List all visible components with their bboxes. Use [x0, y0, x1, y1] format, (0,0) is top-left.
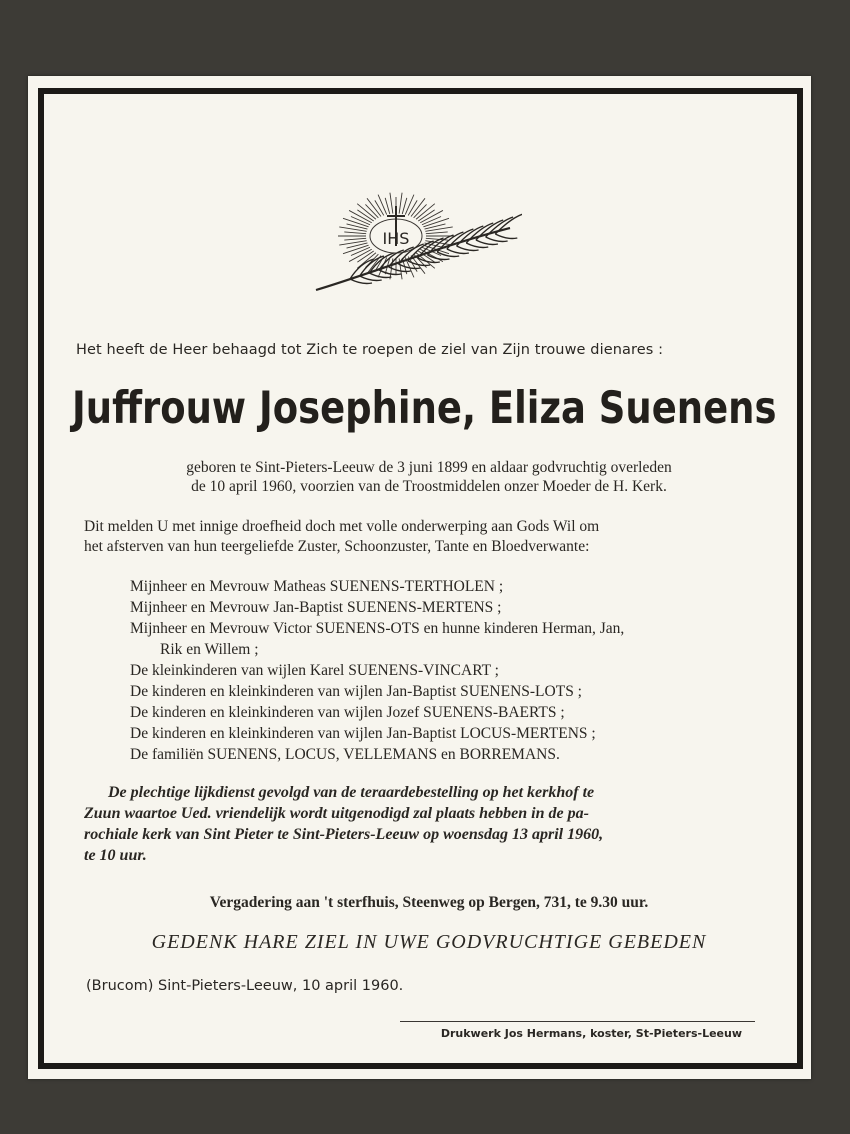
birth-death-details [76, 458, 782, 496]
announcement [84, 517, 790, 557]
memorial-card [28, 76, 811, 1079]
family-entry: Mijnheer en Mevrouw Matheas SUENENS-TERTHOLEN ; [130, 578, 504, 595]
born-line-1: geboren te Sint-Pieters-Leeuw de 3 juni 1899 en aldaar godvruchtig overleden [186, 459, 672, 476]
deceased-name: Juffrouw Josephine, Eliza Suenens [72, 382, 777, 434]
printer-credit: Drukwerk Jos Hermans, koster, St-Pieters-Leeuw [440, 1027, 742, 1040]
service-line-4: te 10 uur. [84, 847, 147, 864]
family-entry: De kinderen en kleinkinderen van wijlen Jozef SUENENS-BAERTS ; [130, 704, 565, 721]
born-line-2: de 10 april 1960, voorzien van de Troostmiddelen onzer Moeder de H. Kerk. [191, 478, 667, 495]
family-entry: Mijnheer en Mevrouw Jan-Baptist SUENENS-MERTENS ; [130, 599, 502, 616]
ihs-monogram: IHS [382, 229, 410, 248]
family-entry: Rik en Willem ; [160, 641, 259, 658]
service-line-2: Zuun waartoe Ued. vriendelijk wordt uitgenodigd zal plaats hebben in de pa- [84, 805, 589, 822]
announce-line-1: Dit melden U met innige droefheid doch met volle onderwerping aan Gods Wil om [84, 518, 600, 535]
printer-divider [400, 1021, 755, 1022]
place-and-date: (Brucom) Sint-Pieters-Leeuw, 10 april 1960. [86, 978, 404, 994]
family-entry: De kleinkinderen van wijlen Karel SUENENS-VINCART ; [130, 662, 499, 679]
family-entry: Mijnheer en Mevrouw Victor SUENENS-OTS en hunne kinderen Herman, Jan, [130, 620, 625, 637]
announce-line-2: het afsterven van hun teergeliefde Zuster, Schoonzuster, Tante en Bloedverwante: [84, 538, 590, 555]
gathering-notice: Vergadering aan 't sterfhuis, Steenweg op Bergen, 731, te 9.30 uur. [209, 894, 649, 911]
prayer-request: GEDENK HARE ZIEL IN UWE GODVRUCHTIGE GEBEDEN [151, 931, 707, 953]
service-line-3: rochiale kerk van Sint Pieter te Sint-Pieters-Leeuw op woensdag 13 april 1960, [84, 826, 604, 843]
family-entry: De kinderen en kleinkinderen van wijlen Jan-Baptist LOCUS-MERTENS ; [130, 725, 596, 742]
family-entry: De kinderen en kleinkinderen van wijlen Jan-Baptist SUENENS-LOTS ; [130, 683, 582, 700]
family-entry: De familiën SUENENS, LOCUS, VELLEMANS en BORREMANS. [130, 746, 560, 763]
ihs-sunburst-palm-icon [310, 184, 522, 312]
funeral-service-text [84, 782, 760, 866]
intro-text: Het heeft de Heer behaagd tot Zich te roepen de ziel van Zijn trouwe dienares : [76, 342, 664, 358]
service-line-1: De plechtige lijkdienst gevolgd van de teraardebestelling op het kerkhof te [108, 784, 595, 801]
family-list [130, 577, 770, 766]
